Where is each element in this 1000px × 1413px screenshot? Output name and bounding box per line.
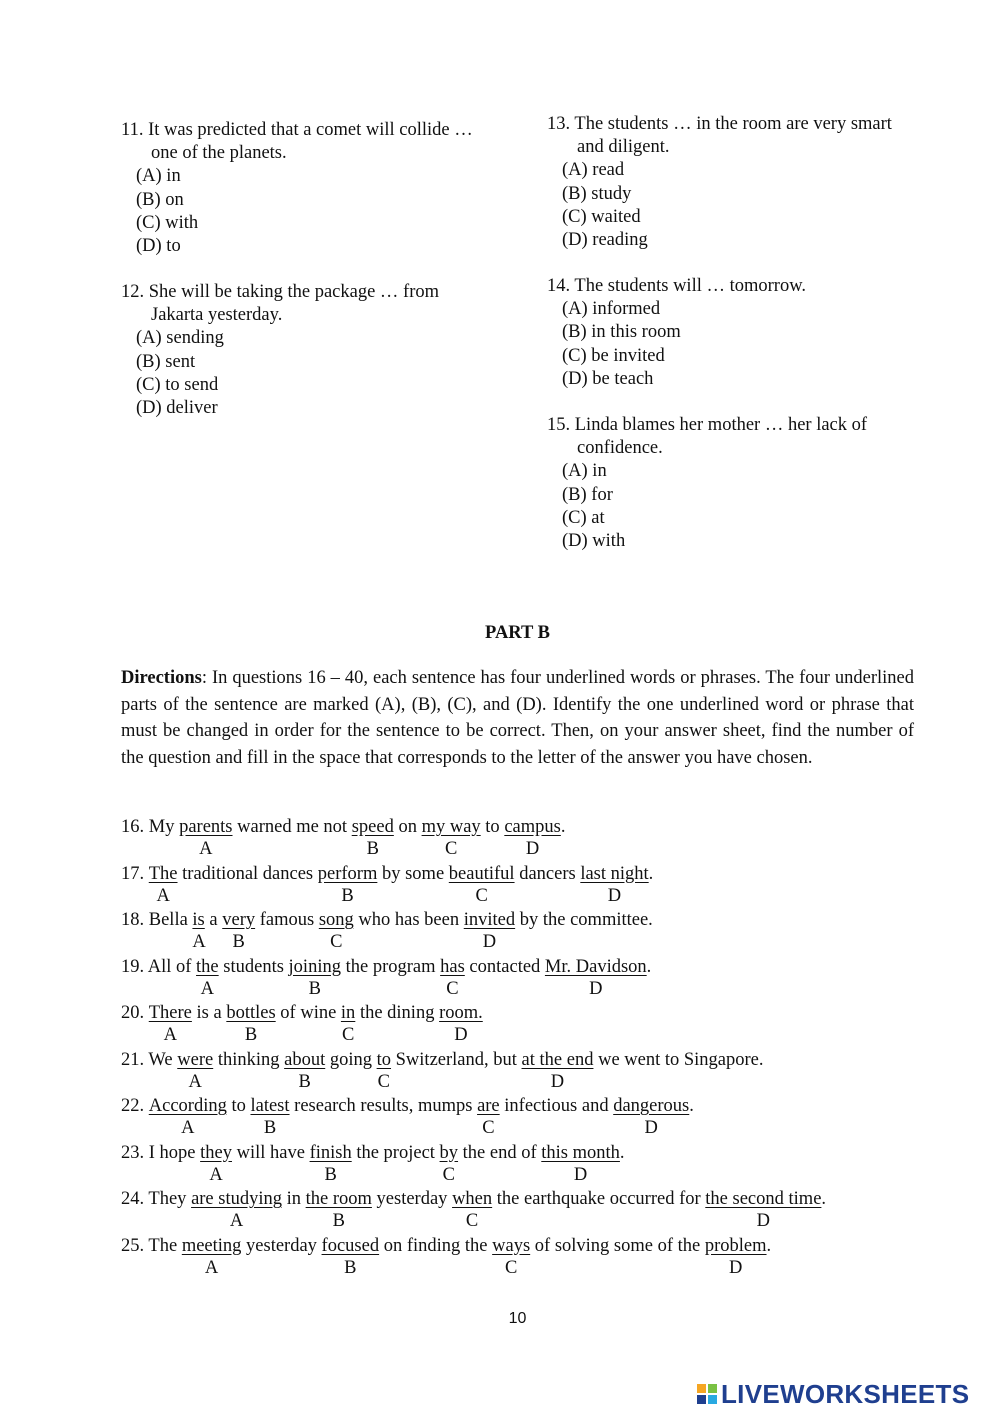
sentence-number: 19.	[121, 956, 145, 977]
underlined-text[interactable]: has	[440, 956, 465, 977]
underlined-text[interactable]: the	[196, 956, 219, 977]
directions-label: Directions	[121, 668, 202, 688]
sentence-text: yesterday	[371, 1189, 453, 1209]
sentence-number: 24.	[121, 1189, 145, 1209]
underlined-text[interactable]: my way	[421, 817, 481, 837]
option-c[interactable]: (C) be invited	[562, 345, 665, 366]
underlined-text[interactable]: room.	[439, 1003, 483, 1023]
sentence-text: who has been	[353, 910, 464, 930]
option-d[interactable]: (D) deliver	[136, 398, 218, 419]
underlined-text[interactable]: are studying	[191, 1189, 282, 1209]
choice-label: B	[366, 839, 379, 859]
choice-label: B	[324, 1164, 337, 1185]
sentence-text: famous	[255, 910, 319, 930]
underlined-text[interactable]: parents	[179, 817, 233, 837]
underlined-choice-c[interactable]	[376, 1049, 392, 1092]
question-14	[547, 275, 917, 391]
option-b[interactable]: (B) study	[562, 183, 632, 204]
choice-label: C	[482, 1118, 495, 1138]
choice-label: A	[156, 885, 170, 906]
choice-label: C	[341, 1025, 355, 1045]
choice-label: D	[589, 978, 603, 999]
question-12	[121, 281, 491, 420]
underlined-choice-a[interactable]	[196, 956, 219, 999]
underlined-choice-a[interactable]	[192, 909, 206, 952]
underlined-text[interactable]: speed	[351, 817, 394, 837]
choice-label: A	[204, 1257, 219, 1278]
option-a[interactable]: (A) informed	[562, 299, 661, 320]
directions-text: : In questions 16 – 40, each sentence has four underlined words or phrases. The four underlined parts of the sentence are marked (A), (B), (C), and (D). Identify the one underlined word or phrase that must be changed in order for the sentence to be correct. Then, on your answer sheet, find the number of the question and fill in the space that corresponds to the letter of the answer you have chosen.	[121, 668, 914, 768]
sentence-text: dancers	[514, 863, 581, 884]
option-d[interactable]: (D) to	[136, 236, 181, 257]
underlined-text[interactable]: focused	[321, 1235, 380, 1256]
sentence-text: All of	[147, 956, 197, 977]
sentence-text: research results, mumps	[289, 1096, 478, 1116]
underlined-choice-b[interactable]	[321, 1235, 380, 1278]
option-d[interactable]: (D) be teach	[562, 368, 654, 389]
sentence-text: of wine	[275, 1003, 341, 1023]
choice-label: C	[475, 885, 488, 906]
sentence-text: we went to Singapore.	[593, 1049, 764, 1070]
sentence-text: going	[325, 1049, 377, 1070]
sentence-text: to	[226, 1096, 251, 1116]
question-15	[547, 414, 917, 553]
sentence-number: 21.	[121, 1049, 145, 1070]
underlined-text[interactable]: dangerous	[613, 1096, 690, 1116]
sentence-number: 17.	[121, 863, 145, 884]
sentence-19	[121, 956, 652, 999]
sentence-text: to	[480, 817, 505, 837]
underlined-text[interactable]: According	[148, 1096, 227, 1116]
underlined-choice-c[interactable]	[318, 909, 354, 952]
choice-label: D	[644, 1118, 658, 1138]
choice-label: D	[525, 839, 540, 859]
underlined-choice-a[interactable]	[148, 1002, 192, 1045]
choice-label: D	[607, 885, 622, 906]
sentence-text: They	[148, 1189, 192, 1209]
sentence-text: thinking	[213, 1049, 285, 1070]
choice-label: A	[181, 1118, 195, 1138]
underlined-text[interactable]: Mr. Davidson	[544, 956, 647, 977]
choice-label: D	[550, 1071, 565, 1092]
underlined-choice-b[interactable]	[305, 1188, 372, 1231]
sentence-text: .	[619, 1142, 625, 1163]
underlined-choice-a[interactable]	[181, 1235, 242, 1278]
choice-label: A	[192, 932, 206, 952]
option-c[interactable]: (C) with	[136, 212, 199, 233]
sentence-text: by some	[377, 863, 449, 884]
underlined-choice-d[interactable]	[705, 1188, 822, 1231]
underlined-choice-c[interactable]	[448, 863, 515, 906]
question-13	[547, 113, 917, 252]
sentence-text: the end of	[458, 1142, 542, 1163]
underlined-choice-c[interactable]	[439, 1142, 459, 1185]
underlined-choice-c[interactable]	[440, 956, 465, 999]
question-stem: 14. The students will … tomorrow.	[547, 276, 806, 296]
underlined-text[interactable]: this month	[541, 1142, 620, 1163]
sentence-text: infectious and	[499, 1096, 614, 1116]
underlined-choice-a[interactable]	[148, 1095, 227, 1138]
underlined-text[interactable]: is	[192, 910, 205, 930]
choice-label: A	[163, 1025, 177, 1045]
underlined-choice-d[interactable]	[580, 863, 649, 906]
sentence-text: warned me not	[232, 817, 352, 837]
sentence-17	[121, 863, 654, 906]
choice-label: B	[263, 1118, 277, 1138]
choice-label: B	[332, 1211, 345, 1231]
underlined-choice-a[interactable]	[177, 1049, 214, 1092]
choice-label: D	[482, 932, 497, 952]
underlined-choice-d[interactable]	[544, 956, 647, 999]
underlined-text[interactable]: at the end	[521, 1049, 594, 1070]
underlined-text[interactable]: invited	[463, 910, 516, 930]
underlined-text[interactable]: were	[177, 1049, 214, 1070]
sentence-22	[121, 1095, 694, 1138]
option-a[interactable]: (A) sending	[136, 328, 224, 349]
sentence-text: traditional dances	[177, 863, 318, 884]
option-a[interactable]: (A) in	[562, 461, 607, 482]
option-c[interactable]: (C) at	[562, 507, 605, 528]
choice-label: B	[341, 885, 354, 906]
question-stem: 13. The students … in the room are very smart and diligent.	[547, 114, 892, 158]
underlined-choice-d[interactable]	[521, 1049, 594, 1092]
sentence-number: 23.	[121, 1142, 145, 1163]
underlined-choice-d[interactable]	[504, 816, 561, 859]
question-stem: 12. She will be taking the package … from Jakarta yesterday.	[121, 282, 440, 326]
underlined-text[interactable]: problem	[704, 1235, 767, 1256]
sentence-18	[121, 909, 653, 952]
underlined-text[interactable]: beautiful	[448, 863, 515, 884]
sentence-text: yesterday	[241, 1235, 322, 1256]
sentence-text: .	[648, 863, 654, 884]
sentence-number: 25.	[121, 1235, 145, 1256]
choice-label: C	[504, 1257, 518, 1278]
sentence-text: I hope	[148, 1142, 201, 1163]
sentence-number: 22.	[121, 1096, 145, 1116]
underlined-choice-a[interactable]	[148, 863, 178, 906]
underlined-choice-b[interactable]	[284, 1049, 326, 1092]
underlined-text[interactable]: when	[452, 1189, 493, 1209]
underlined-choice-c[interactable]	[492, 1235, 531, 1278]
underlined-text[interactable]: meeting	[181, 1235, 242, 1256]
sentence-number: 18.	[121, 910, 145, 930]
sentence-25	[121, 1235, 772, 1278]
underlined-text[interactable]: very	[222, 910, 256, 930]
underlined-text[interactable]: latest	[250, 1096, 290, 1116]
logo-mark-icon	[697, 1384, 717, 1404]
option-d[interactable]: (D) reading	[562, 230, 648, 251]
choice-label: D	[729, 1257, 743, 1278]
underlined-choice-d[interactable]	[439, 1002, 483, 1045]
sentence-text: Bella	[148, 910, 193, 930]
underlined-text[interactable]: ways	[492, 1235, 531, 1256]
underlined-choice-b[interactable]	[309, 1142, 352, 1185]
underlined-text[interactable]: the room	[305, 1189, 372, 1209]
sentence-23	[121, 1142, 625, 1185]
sentence-text: We	[148, 1049, 178, 1070]
underlined-text[interactable]: to	[376, 1049, 392, 1070]
question-stem: 15. Linda blames her mother … her lack of confidence.	[547, 415, 868, 459]
sentence-text: the earthquake occurred for	[492, 1189, 706, 1209]
underlined-text[interactable]: song	[318, 910, 354, 930]
choice-label: A	[199, 839, 213, 859]
sentence-text: a	[204, 910, 223, 930]
underlined-text[interactable]: finish	[309, 1142, 352, 1163]
choice-label: B	[298, 1071, 311, 1092]
sentence-text: Switzerland, but	[391, 1049, 522, 1070]
choice-label: C	[465, 1211, 479, 1231]
choice-label: C	[442, 1164, 455, 1185]
choice-label: B	[244, 1025, 258, 1045]
choice-label: B	[344, 1257, 357, 1278]
underlined-choice-c[interactable]	[340, 1002, 356, 1045]
choice-label: C	[444, 839, 458, 859]
sentence-text: of solving some of the	[530, 1235, 705, 1256]
sentence-text: contacted	[464, 956, 545, 977]
option-a[interactable]: (A) in	[136, 166, 181, 187]
underlined-text[interactable]: There	[148, 1003, 192, 1023]
underlined-text[interactable]: in	[340, 1003, 356, 1023]
option-b[interactable]: (B) in this room	[562, 322, 681, 343]
sentence-text: the dining	[355, 1003, 440, 1023]
liveworksheets-logo	[697, 1378, 969, 1410]
underlined-text[interactable]: perform	[317, 863, 378, 884]
underlined-choice-d[interactable]	[541, 1142, 620, 1185]
sentence-text: on	[393, 817, 422, 837]
underlined-choice-b[interactable]	[250, 1095, 290, 1138]
underlined-choice-b[interactable]	[317, 863, 378, 906]
underlined-choice-a[interactable]	[191, 1188, 282, 1231]
sentence-24	[121, 1188, 827, 1231]
sentence-16	[121, 816, 566, 859]
sentence-text: the project	[351, 1142, 440, 1163]
sentence-text: .	[766, 1235, 772, 1256]
choice-label: D	[454, 1025, 468, 1045]
sentence-21	[121, 1049, 764, 1092]
sentence-text: will have	[231, 1142, 310, 1163]
sentence-number: 20.	[121, 1003, 145, 1023]
underlined-choice-c[interactable]	[421, 816, 481, 859]
sentence-text: The	[148, 1235, 182, 1256]
sentence-text: in	[282, 1189, 306, 1209]
underlined-choice-c[interactable]	[477, 1095, 500, 1138]
sentence-text: the program	[340, 956, 441, 977]
sentence-text: is a	[191, 1003, 227, 1023]
sentence-text: .	[646, 956, 652, 977]
option-a[interactable]: (A) read	[562, 160, 625, 181]
choice-label: C	[330, 932, 343, 952]
underlined-choice-d[interactable]	[704, 1235, 767, 1278]
option-c[interactable]: (C) waited	[562, 206, 641, 227]
sentence-text: by the committee.	[515, 910, 653, 930]
sentence-text: on finding the	[379, 1235, 493, 1256]
logo-text: LIVEWORKSHEETS	[721, 1378, 970, 1409]
choice-label: A	[200, 978, 215, 999]
choice-label: A	[229, 1211, 244, 1231]
option-b[interactable]: (B) sent	[136, 351, 196, 372]
option-b[interactable]: (B) for	[562, 484, 613, 505]
underlined-choice-b[interactable]	[351, 816, 394, 859]
underlined-text[interactable]: campus	[504, 817, 561, 837]
choice-label: A	[209, 1164, 223, 1185]
choice-label: A	[188, 1071, 202, 1092]
choice-label: D	[756, 1211, 771, 1231]
underlined-choice-b[interactable]	[226, 1002, 276, 1045]
directions-paragraph	[121, 665, 914, 771]
choice-label: C	[446, 978, 459, 999]
sentence-text: .	[821, 1189, 827, 1209]
sentence-text: .	[689, 1096, 694, 1116]
underlined-text[interactable]: by	[439, 1142, 459, 1163]
sentence-20	[121, 1002, 483, 1045]
choice-label: D	[573, 1164, 588, 1185]
underlined-text[interactable]: are	[477, 1096, 500, 1116]
underlined-choice-d[interactable]	[463, 909, 516, 952]
choice-label: C	[377, 1071, 390, 1092]
underlined-choice-c[interactable]	[452, 1188, 493, 1231]
underlined-choice-d[interactable]	[613, 1095, 690, 1138]
part-b-title: PART B	[485, 623, 550, 643]
question-11	[121, 119, 491, 258]
sentence-text: students	[218, 956, 289, 977]
underlined-text[interactable]: last night	[580, 863, 649, 884]
underlined-choice-a[interactable]	[179, 816, 233, 859]
page-number: 10	[508, 1310, 527, 1327]
question-stem: 11. It was predicted that a comet will collide … one of the planets.	[121, 120, 473, 164]
choice-label: B	[232, 932, 245, 952]
underlined-choice-b[interactable]	[222, 909, 256, 952]
underlined-choice-b[interactable]	[288, 956, 341, 999]
option-c[interactable]: (C) to send	[136, 374, 219, 395]
option-b[interactable]: (B) on	[136, 189, 184, 210]
sentence-number: 16.	[121, 817, 145, 837]
underlined-choice-a[interactable]	[200, 1142, 232, 1185]
underlined-text[interactable]: joining	[288, 956, 341, 977]
underlined-text[interactable]: bottles	[226, 1003, 276, 1023]
underlined-text[interactable]: about	[284, 1049, 326, 1070]
underlined-text[interactable]: The	[148, 863, 178, 884]
sentence-text: .	[560, 817, 566, 837]
option-d[interactable]: (D) with	[562, 531, 626, 552]
choice-label: B	[308, 978, 321, 999]
underlined-text[interactable]: the second time	[705, 1189, 822, 1209]
sentence-text: My	[148, 817, 180, 837]
underlined-text[interactable]: they	[200, 1142, 232, 1163]
